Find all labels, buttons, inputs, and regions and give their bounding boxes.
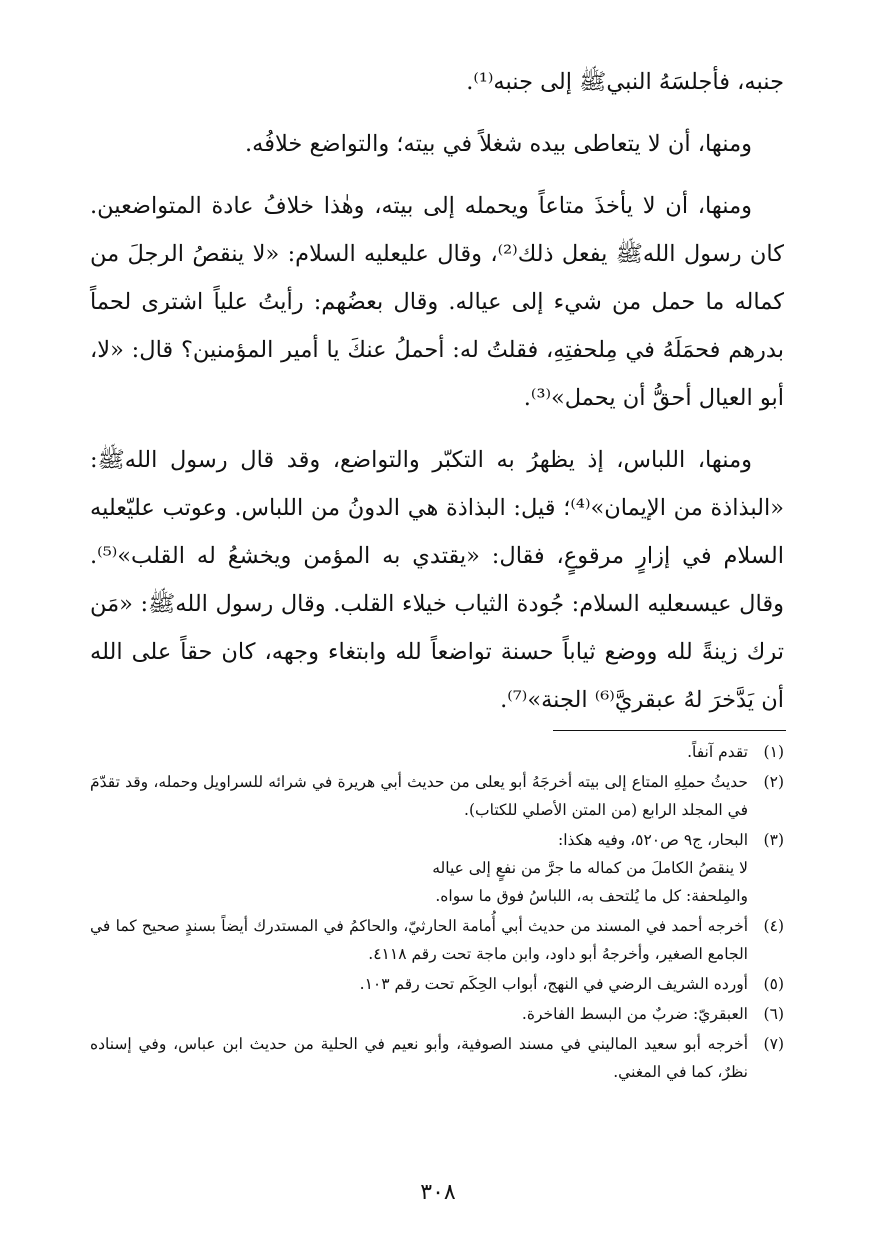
footnote-text: تقدم آنفاً. xyxy=(687,743,748,761)
main-text xyxy=(90,58,784,724)
footnote-text: العبقريّ: ضربٌ من البسط الفاخرة. xyxy=(521,1005,748,1023)
paragraph-4: ومنها، اللباس، إذ يظهرُ به التكبّر والتواضع، وقد قال رسول اللهﷺ: «البذاذة من الإيمان»⁽⁴⁾؛ قيل: البذاذة هي الدونُ من اللباس. وعوتب عليّعليه السلام في إزارٍ مرقوعٍ، فقال: «يقتدي به المؤمن ويخشعُ له القلب»⁽⁵⁾. وقال عيسىعليه السلام: جُودة الثياب خيلاء القلب. وقال رسول اللهﷺ: «مَن ترك زينةً لله ووضع ثياباً حسنة تواضعاً لله وابتغاء وجهه، كان حقاً على الله أن يَدَّخرَ لهُ عبقريَّ⁽⁶⁾ الجنة»⁽⁷⁾. xyxy=(90,447,784,713)
footnotes xyxy=(90,738,784,1088)
footnote-number: (٥) xyxy=(763,975,784,993)
footnote-2 xyxy=(90,768,784,824)
footnote-text: أخرجه أحمد في المسند من حديث أبي أُمامة الحارثيّ، والحاكمُ في المستدرك أيضاً بسندٍ صحيح كما في الجامع الصغير، وأخرجهُ أبو داود، وابن ماجة تحت رقم ٤١١٨. xyxy=(90,917,748,963)
footnote-number: (٢) xyxy=(763,773,784,791)
poem-verse xyxy=(90,854,748,882)
footnote-text: البحار، ج٩ ص٥٢٠، وفيه هكذا: xyxy=(558,831,748,849)
footnote-number: (١) xyxy=(763,743,784,761)
footnote-7 xyxy=(90,1030,784,1086)
footnote-5 xyxy=(90,970,784,998)
paragraph-3: ومنها، أن لا يأخذَ متاعاً ويحمله إلى بيته، وهٰذا خلافُ عادة المتواضعين. كان رسول اللهﷺ يفعل ذلك⁽²⁾، وقال عليعليه السلام: «لا ينقصُ الرجلَ من كماله ما حمل من شيء إلى عياله. وقال بعضُهم: رأيتُ علياً اشترى لحماً بدرهم فحمَلَهُ في مِلحفتِهِ، فقلتُ له: أحملُ عنكَ يا أمير المؤمنين؟ قال: «لا، أبو العيال أحقُّ أن يحمل»⁽³⁾. xyxy=(90,193,784,411)
footnote-number: (٣) xyxy=(763,831,784,849)
poem-hemistich-1: لا ينقصُ الكاملَ من كماله xyxy=(587,859,748,877)
footnote-1 xyxy=(90,738,784,766)
footnote-body xyxy=(90,826,748,910)
footnote-4 xyxy=(90,912,784,968)
footnote-3 xyxy=(90,826,784,910)
poem-hemistich-2: ما جرَّ من نفعٍ إلى عياله xyxy=(432,859,583,877)
footnote-text: أورده الشريف الرضي في النهج، أبواب الحِكَم تحت رقم ١٠٣. xyxy=(359,975,748,993)
footnote-text: والمِلحفة: كل ما يُلتحف به، اللباسُ فوق ما سواه. xyxy=(435,887,748,905)
footnote-number: (٤) xyxy=(763,917,784,935)
paragraph-1: جنبه، فأجلسَهُ النبيﷺ إلى جنبه⁽¹⁾. xyxy=(466,69,784,95)
footnote-number: (٧) xyxy=(763,1035,784,1053)
footnote-divider xyxy=(553,730,786,731)
footnote-text: حديثُ حملِهِ المتاع إلى بيته أخرجَهُ أبو يعلى من حديث أبي هريرة في شرائه للسراويل وحمله، وقد تقدّمَ في المجلد الرابع (من المتن الأصلي للكتاب). xyxy=(90,773,748,819)
footnote-number: (٦) xyxy=(763,1005,784,1023)
footnote-text: أخرجه أبو سعيد الماليني في مسند الصوفية، وأبو نعيم في الحلية من حديث ابن عباس، وفي إسناده نظرٌ، كما في المغني. xyxy=(90,1035,748,1081)
page-number: ٣٠٨ xyxy=(420,1180,456,1205)
footnote-6 xyxy=(90,1000,784,1028)
paragraph-2: ومنها، أن لا يتعاطى بيده شغلاً في بيته؛ والتواضع خلافُه. xyxy=(245,131,752,157)
